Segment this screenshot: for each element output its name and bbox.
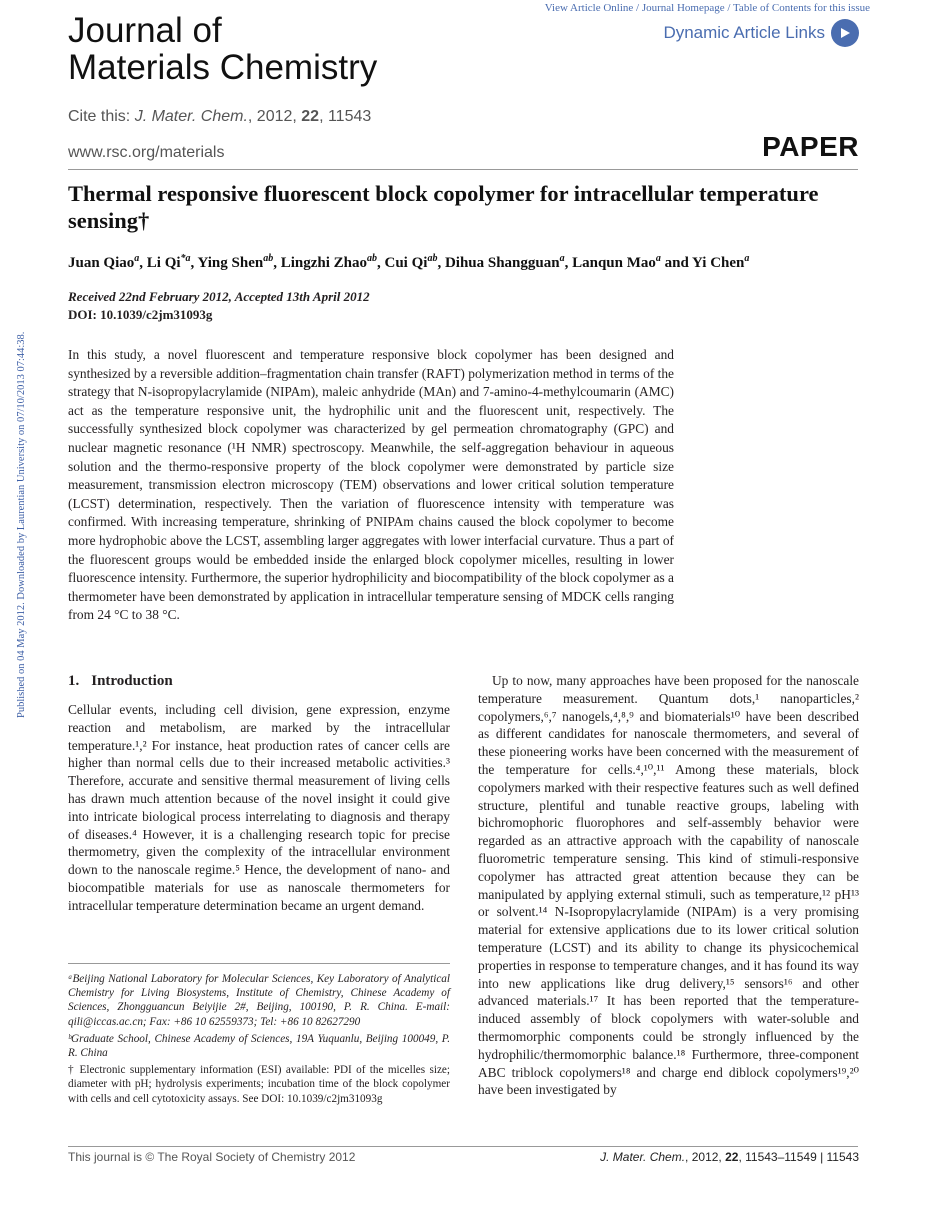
dynamic-links-label[interactable]: Dynamic Article Links: [663, 23, 825, 42]
intro-column-left: [68, 701, 450, 915]
author-affiliation: a: [744, 253, 750, 264]
footer-journal: J. Mater. Chem.: [600, 1150, 686, 1164]
footnote-affiliation-a: ᵃBeijing National Laboratory for Molecular Sciences, Key Laboratory of Analytical Chemistry for Living Biosystems, Institute of Chemistry, Chinese Academy of Sciences, Zhongguancun Beiyijie 2#, Beijing, 100190, P. R. China. E-mail: qili@iccas.ac.cn; Fax: +86 10 62559373; Tel: +86 10 82627290: [68, 973, 450, 1028]
footer-pages: , 11543–11549 | 11543: [738, 1150, 859, 1164]
footnote-affiliation-b: ᵇGraduate School, Chinese Academy of Sciences, 19A Yuquanlu, Beijing 100049, P. R. China: [68, 1032, 450, 1060]
abstract-text: In this study, a novel fluorescent and temperature responsive block copolymer has been designed and synthesized by a reversible addition–fragmentation chain transfer (RAFT) polymerization method in terms of the strategy that N-isopropylacrylamide (NIPAm), maleic anhydride (MAn) and 7-amino-4-methylcoumarin (AMC) act as the temperature responsive unit, the hydrophilic unit and the fluorescent unit, respectively. The successfully synthesized block copolymer was characterized by gel permeation chromatography (GPC) and nuclear magnetic resonance (¹H NMR) spectroscopy. Meanwhile, the self-aggregation behaviour in aqueous solution and the thermo-responsive property of the block copolymer were demonstrated by particle size measurement, transmission electron microscopy (TEM) observations and lower critical solution temperature (LCST) determination, respectively. Then the variation of fluorescence intensity with temperature was confirmed. With increasing temperature, shrinking of PNIPAm chains caused the block copolymer to become more hydrophobic above the LCST, assembling larger aggregates with lower interfacial curvature. Thus a part of the fluorescent groups would be embedded inside the enlarged block copolymer micelles, resulting in lower fluorescence intensity. Furthermore, the superior hydrophilicity and biocompatibility of the block copolymer as a thermometer have been demonstrated by application in intracellular temperature sensing of MDCK cells ranging from 24 °C to 38 °C.: [68, 347, 674, 623]
cite-pages: , 11543: [319, 108, 372, 125]
side-stamp: [2, 268, 27, 718]
journal-url[interactable]: www.rsc.org/materials: [68, 144, 225, 161]
play-arrow-icon[interactable]: [831, 19, 859, 47]
author-name: Juan Qiao$^a$,: [68, 253, 144, 271]
author-name: Cui $Qi^{ab}$,: [380, 253, 442, 271]
journal-title: [68, 12, 377, 86]
cite-volume: 22: [301, 108, 320, 125]
author-name: Ying Shen$^{ab}$,: [194, 253, 277, 271]
cite-prefix: Cite this:: [68, 108, 135, 125]
abstract: [68, 346, 674, 625]
top-links[interactable]: [545, 2, 870, 14]
author-name: Lingzhi Zhao$^{ab}$,: [276, 253, 381, 271]
footnotes: [68, 972, 450, 1109]
author-name: Lanqun Mao$^a$: [568, 253, 661, 271]
author-affiliation: ab: [263, 253, 274, 264]
cite-line: [68, 108, 371, 126]
author-affiliation: a: [655, 253, 661, 264]
footer-year: , 2012,: [685, 1150, 726, 1164]
author-name: Dihua Shangguan$^a$,: [441, 253, 569, 271]
footer-divider: [68, 1146, 858, 1147]
author-name: Li Qi$^{*a}$,: [143, 253, 195, 271]
received-dates: Received 22nd February 2012, Accepted 13th April 2012: [68, 289, 370, 304]
author-affiliation: *a: [180, 253, 191, 264]
footnote-esi: † Electronic supplementary information (ESI) available: PDI of the micelles size; diameter with pH; hydrolysis experiments; incubation time of the block copolymer with cells and cell cytotoxicity assays. See DOI: 10.1039/c2jm31093g: [68, 1064, 450, 1105]
intro-paragraph-1: Cellular events, including cell division, gene expression, enzyme reaction and metabolism, are marked by the intracellular temperature.¹,² For instance, heat production rates of cancer cells are higher than normal cells due to their increased metabolic activities.³ Therefore, accurate and sensitive thermal measurement of living cells has drawn much attention because of the novel insight it could give into intricate biological process interrelating to diagnosis and therapy of diseases.⁴ However, it is a challenging research topic for precise thermometry, given the complexity of the intracellular environment down to the nanoscale regime.⁵ Hence, the development of nano- and biocompatible materials for use as nanoscale thermometers for intracellular temperature determination became an urgent demand.: [68, 702, 450, 913]
author-affiliation: ab: [427, 253, 438, 264]
footnote-divider: [68, 963, 450, 964]
section-heading-introduction: [68, 673, 185, 690]
paper-label: PAPER: [762, 131, 859, 162]
author-affiliation: ab: [367, 253, 377, 264]
top-links-text[interactable]: View Article Online / Journal Homepage / Table of Contents for this issue: [544, 2, 870, 14]
author-affiliation: a: [559, 253, 565, 264]
journal-title-line2: Materials Chemistry: [68, 48, 378, 87]
dynamic-article-links[interactable]: [663, 19, 859, 47]
article-title: Thermal responsive fluorescent block copolymer for intracellular temperature sensing†: [68, 181, 819, 233]
article-doi[interactable]: DOI: 10.1039/c2jm31093g: [68, 307, 213, 322]
footer-citation: [600, 1150, 859, 1164]
author-list: [68, 255, 868, 272]
section-title: Introduction: [91, 673, 173, 689]
intro-column-right: [478, 672, 859, 1099]
cite-journal: J. Mater. Chem.: [134, 108, 248, 125]
footer-copyright: This journal is © The Royal Society of Chemistry 2012: [68, 1150, 356, 1164]
author-affiliation: a: [134, 253, 140, 264]
author-name: and Yi Chen$^a$: [660, 253, 750, 271]
cite-year: , 2012,: [247, 108, 302, 125]
header-divider: [68, 169, 858, 170]
intro-paragraph-2: Up to now, many approaches have been proposed for the nanoscale temperature measurement. Quantum dots,¹ nanoparticles,² copolymers,⁶,⁷ nanogels,⁴,⁸,⁹ and biomaterials¹⁰ have been described as different candidates for nanoscale thermometers, and several of these pioneering works have been concerned with the measurement of the temperature for cells.⁴,¹⁰,¹¹ Among these materials, block copolymers marked with their respective features such as well defined structure, plentiful and tunable reactive groups, labeling with bichromophoric fluorophores and self-assembly behavior were regarded as an attractive approach with the capability of nanoscale fluorometric temperature sensing. This kind of stimuli-responsive copolymer has attracted great attention because they can be manipulated by applying external stimuli, such as temperature,¹² pH¹³ or solvent.¹⁴ N-Isopropylacrylamide (NIPAm) is a very promising material for extensive applications due to its lower critical solution temperature (LCST) and its ability to change its physicochemical properties in response to temperature changes, and it has found its way into new applications like drug delivery,¹⁵ sensors¹⁶ and other advanced materials.¹⁷ It has been reported that the temperature-induced assembly of block copolymers with water-soluble and thermomorphic components could be strongly influenced by the hydrophilic/thermomorphic balance.¹⁸ Furthermore, three-component ABC triblock copolymers¹⁸ and charge end diblock copolymers¹⁹,²⁰ have been investigated by: [478, 673, 859, 1098]
journal-title-line1: Journal of: [68, 11, 222, 50]
section-number: 1.: [68, 673, 80, 689]
footer-volume: 22: [725, 1150, 739, 1164]
side-stamp-text: Published on 04 May 2012. Downloaded by Laurentian University on 07/10/2013 07:44:38.: [16, 331, 27, 718]
